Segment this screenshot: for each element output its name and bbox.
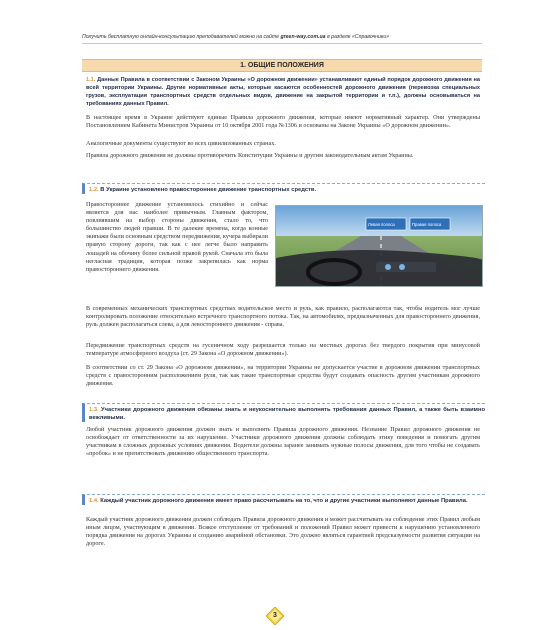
rule-1-4-text: Каждый участник дорожного движения имеет право рассчитывать на то, что и другие участники выполняют данные Правила.	[98, 498, 468, 504]
road-photo-illustration	[276, 206, 482, 286]
paragraph-4-wrapped	[86, 201, 268, 289]
rule-1-3	[82, 403, 485, 422]
section-title: 1. ОБЩИЕ ПОЛОЖЕНИЯ	[82, 59, 482, 72]
paragraph-9: Каждый участник дорожного движения должен соблюдать Правила дорожного движения и может рассчитывать на соблюдение этих Правил любым иным лицом, участвующим в движении. Всякое отступление от требований и положений Правил может привести к нарушению установленного порядка движения на дорогах Украины и созданию аварийной обстановки. Это должно являться гарантией предсказуемости развития ситуации на дороге.	[86, 516, 480, 548]
rule-1-3-number: 1.3.	[89, 407, 99, 413]
page-number: 3	[273, 612, 277, 619]
paragraph-4: Правостороннее движение установилось стихийно и сейчас является для нас наиболее привычным. Главным фактором, повлиявшим на выбор стороны движения, стало то, что большинство людей правши. В те далекие времена, когда конные экипажи были основным средством передвижения, кучера выбирали правую сторону дороги, так как с нее легче было направить лошадей на обочину более сильной правой рукой. Сначала это была негласная традиция, которая позже закрепилась как норма правостороннего движения.	[86, 201, 268, 273]
rule-1-2-number: 1.2.	[89, 187, 99, 193]
rule-1-1-number: 1.1.	[86, 77, 96, 83]
banner-prefix: Получить бесплатную онлайн-консультацию преподавателей можно на сайте	[82, 34, 281, 40]
road-photo	[275, 205, 483, 287]
rule-1-1	[86, 76, 480, 108]
top-divider	[82, 43, 482, 44]
paragraph-7: В соответствии со ст. 29 Закона «О дорожном движении», на территории Украины не допускается участие в дорожном движении транспортных средств с правосторонним расположением руля, так как такие транспортные средства будут создавать опасность другим участникам дорожного движения.	[86, 364, 480, 388]
rule-1-1-text: Данные Правила в соответствии с Законом Украины «О дорожном движении» устанавливают единый порядок дорожного движения на всей территории Украины. Другие нормативные акты, которые касаются особенностей дорожного движения (перевозка специальных грузов, эксплуатация транспортных средств отдельных видов, движение на закрытой территории и т.п.), должны основываться на требованиях данных Правил.	[86, 77, 480, 107]
photo-sign-right: Правая полоса	[412, 222, 442, 227]
banner-suffix: в разделе «Справочники»	[325, 34, 390, 40]
paragraph-1: В настоящее время в Украине действуют единые Правила дорожного движения, которые имеют нормативный характер. Они утверждены Постановлением Кабинета Министров Украины от 10 октября 2001 года №1306 и основаны на Законе Украины «О дорожном движении».	[86, 114, 480, 130]
banner-site-link[interactable]: green-way.com.ua	[280, 34, 326, 40]
rule-1-2-text: В Украине установлено правостороннее движение транспортных средств.	[98, 187, 317, 193]
top-banner	[82, 34, 482, 40]
rule-1-4-number: 1.4.	[89, 498, 99, 504]
paragraph-3: Правила дорожного движения не должны противоречить Конституции Украины и другим законодательным актам Украины.	[86, 152, 414, 159]
rule-1-4	[82, 494, 485, 505]
paragraph-6: Передвижение транспортных средств на гусеничном ходу разрешается только на местных дорогах без твердого покрытия при минусовой температуре атмосферного воздуха (ст. 29 Закона «О дорожном движении»).	[86, 342, 480, 358]
photo-sign-left: Левая полоса	[368, 222, 395, 227]
paragraph-8: Любой участник дорожного движения должен знать и выполнять Правила дорожного движения. Незнание Правил дорожного движения не освобождает от ответственности за их нарушение. Участники дорожного движения должны соблюдать этику поведения и помогать другим участникам в сложных дорожных условиях движения. Водители должны заранее занимать нужные полосы движения, для того чтобы не создавать «пробок» и не препятствовать движению общественного транспорта.	[86, 426, 480, 458]
paragraph-2: Аналогичные документы существуют во всех цивилизованных странах.	[86, 140, 276, 147]
paragraph-5: В современных механических транспортных средствах водительское место и руль, как правило, располагаются так, чтобы водитель мог лучше контролировать положение относительно встречного транспортного потока. Так, на автомобилях, предназначенных для правостороннего движения, руль должен располагаться слева, а для левостороннего движения - справа.	[86, 305, 480, 329]
rule-1-3-text: Участники дорожного движения обязаны знать и неукоснительно выполнять требования данных Правил, а также быть взаимно вежливыми.	[89, 407, 485, 421]
rule-1-2	[82, 183, 485, 194]
